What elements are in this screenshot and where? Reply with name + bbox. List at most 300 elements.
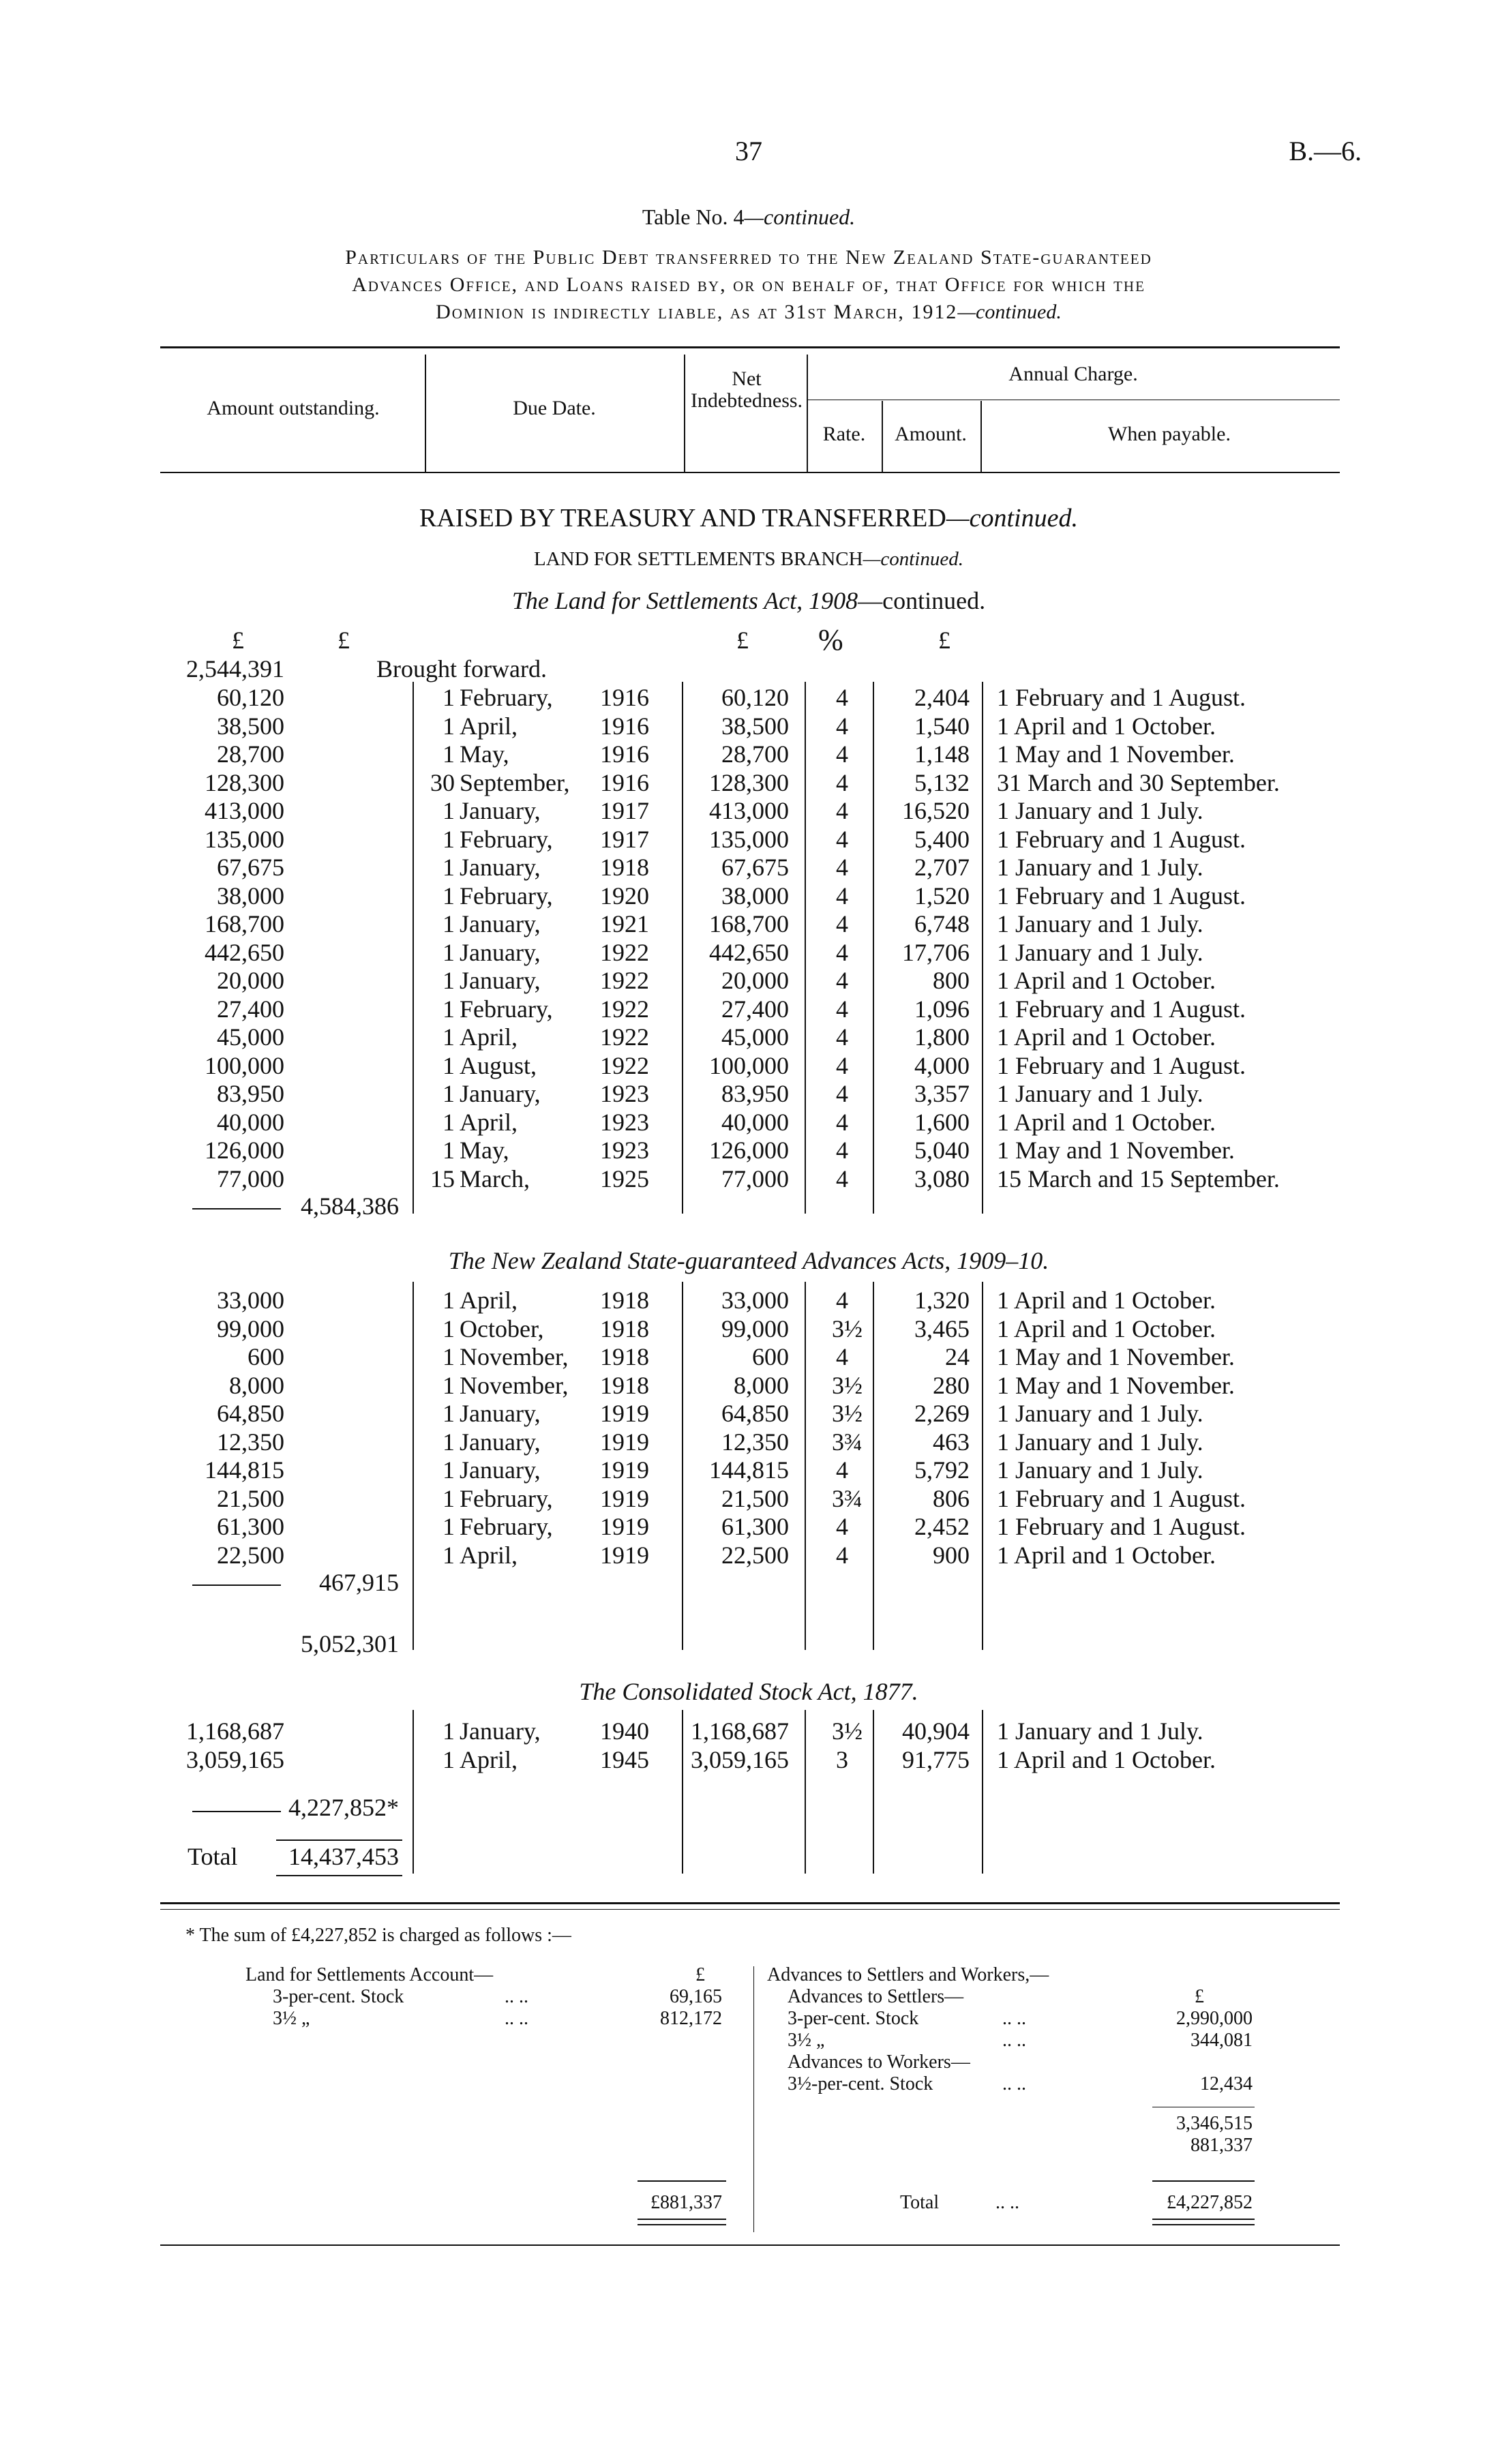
cell-charge-amount: 1,600 — [914, 1108, 970, 1136]
table-row — [0, 1541, 1498, 1569]
cell-due-month: February, — [460, 684, 553, 711]
cell-amount-outstanding: 442,650 — [205, 938, 284, 966]
cell-when-payable: 1 May and 1 November. — [997, 740, 1235, 768]
cell-due-month: January, — [460, 1428, 541, 1456]
cell-when-payable: 1 April and 1 October. — [997, 1023, 1216, 1051]
cell-due-month: April, — [460, 1023, 518, 1051]
cell-charge-amount: 5,132 — [914, 768, 970, 796]
cell-due-day: 1 — [443, 1400, 455, 1427]
cell-due-day: 1 — [443, 825, 455, 853]
cell-charge-amount: 2,707 — [914, 854, 970, 881]
table-row — [0, 796, 1498, 825]
cell-amount-outstanding: 77,000 — [217, 1165, 284, 1192]
fn-right-sub1: Advances to Settlers— — [788, 1986, 964, 2007]
cell-when-payable: 1 January and 1 July. — [997, 1717, 1203, 1745]
act1-title-continued: —continued. — [858, 587, 986, 614]
grand-total-label: Total — [188, 1843, 238, 1870]
cell-due-year: 1922 — [600, 1051, 649, 1079]
cell-due-day: 1 — [443, 1745, 455, 1773]
fn-right-heading: Advances to Settlers and Workers,— — [767, 1964, 1049, 1985]
cell-net-indebtedness: 144,815 — [709, 1456, 789, 1484]
cell-due-day: 1 — [443, 1541, 455, 1569]
cell-due-month: February, — [460, 882, 553, 910]
cell-net-indebtedness: 61,300 — [721, 1513, 789, 1540]
cell-amount-outstanding: 83,950 — [217, 1080, 284, 1107]
cell-amount-outstanding: 413,000 — [205, 797, 284, 824]
cell-due-year: 1922 — [600, 938, 649, 966]
act1-heading — [512, 586, 985, 615]
cell-net-indebtedness: 64,850 — [721, 1400, 789, 1427]
cell-net-indebtedness: 77,000 — [721, 1165, 789, 1192]
cell-amount-outstanding: 135,000 — [205, 825, 284, 853]
fn-left-item2-dots: .. .. — [505, 2008, 528, 2029]
cell-rate: 4 — [836, 1137, 848, 1164]
unit-rate: % — [818, 623, 843, 657]
cell-net-indebtedness: 1,168,687 — [691, 1717, 789, 1745]
cell-due-day: 1 — [443, 910, 455, 937]
cell-due-day: 1 — [443, 882, 455, 910]
cell-rate: 4 — [836, 768, 848, 796]
grand-total-value: 14,437,453 — [288, 1843, 399, 1870]
cell-rate: 4 — [836, 910, 848, 937]
cell-net-indebtedness: 126,000 — [709, 1137, 789, 1164]
cell-charge-amount: 4,000 — [914, 1051, 970, 1079]
cell-due-day: 1 — [443, 1343, 455, 1370]
cell-amount-outstanding: 126,000 — [205, 1137, 284, 1164]
cell-charge-amount: 1,800 — [914, 1023, 970, 1051]
cell-due-month: May, — [460, 740, 509, 768]
cell-net-indebtedness: 99,000 — [721, 1314, 789, 1342]
cell-rate: 3 — [836, 1745, 848, 1773]
cell-charge-amount: 280 — [933, 1371, 970, 1399]
cell-due-month: January, — [460, 967, 541, 994]
column-when-payable: When payable. — [1108, 423, 1231, 445]
fn-right-item2-value: 344,081 — [1190, 2030, 1253, 2051]
cell-due-month: March, — [460, 1165, 530, 1192]
cell-net-indebtedness: 27,400 — [721, 995, 789, 1023]
section-heading-text: RAISED BY TREASURY AND TRANSFERRED — [419, 504, 946, 532]
cell-amount-outstanding: 27,400 — [217, 995, 284, 1023]
cell-charge-amount: 91,775 — [902, 1745, 970, 1773]
cell-amount-outstanding: 8,000 — [229, 1371, 284, 1399]
cell-net-indebtedness: 83,950 — [721, 1080, 789, 1107]
cell-net-indebtedness: 38,500 — [721, 712, 789, 740]
cell-due-month: January, — [460, 797, 541, 824]
cell-due-day: 1 — [443, 1428, 455, 1456]
cell-when-payable: 1 February and 1 August. — [997, 825, 1246, 853]
cell-due-day: 30 — [430, 768, 455, 796]
table-row — [0, 1079, 1498, 1108]
cell-charge-amount: 900 — [933, 1541, 970, 1569]
page-bottom-rule — [160, 2244, 1340, 2246]
fn-right-sum: 3,346,515 — [1176, 2113, 1253, 2134]
fn-right-item3-value: 12,434 — [1200, 2073, 1253, 2094]
cell-due-day: 15 — [430, 1165, 455, 1192]
cell-due-year: 1918 — [600, 1287, 649, 1314]
cell-charge-amount: 3,465 — [914, 1314, 970, 1342]
table-row — [0, 1051, 1498, 1080]
cell-when-payable: 1 April and 1 October. — [997, 1314, 1216, 1342]
cell-rate: 4 — [836, 1287, 848, 1314]
table-title-text: Table No. 4 — [642, 205, 745, 229]
cell-rate: 4 — [836, 1513, 848, 1540]
cell-amount-outstanding: 168,700 — [205, 910, 284, 937]
cell-due-month: April, — [460, 1541, 518, 1569]
cell-due-year: 1918 — [600, 1371, 649, 1399]
cell-when-payable: 31 March and 30 September. — [997, 768, 1280, 796]
cell-rate: 4 — [836, 684, 848, 711]
unit-subtotal: £ — [338, 627, 350, 654]
cell-due-year: 1918 — [600, 1314, 649, 1342]
cell-due-month: January, — [460, 1400, 541, 1427]
cell-amount-outstanding: 99,000 — [217, 1314, 284, 1342]
cell-amount-outstanding: 61,300 — [217, 1513, 284, 1540]
act1-title: The Land for Settlements Act, 1908 — [511, 587, 858, 614]
cell-net-indebtedness: 67,675 — [721, 854, 789, 881]
cell-amount-outstanding: 600 — [248, 1343, 284, 1370]
brought-forward-label: Brought forward. — [376, 655, 547, 682]
cell-due-year: 1916 — [600, 768, 649, 796]
cell-due-month: January, — [460, 1080, 541, 1107]
fn-right-item2-dots: .. .. — [1002, 2030, 1026, 2051]
cell-net-indebtedness: 3,059,165 — [691, 1745, 789, 1773]
cell-amount-outstanding: 60,120 — [217, 684, 284, 711]
cell-due-day: 1 — [443, 995, 455, 1023]
cell-due-month: April, — [460, 712, 518, 740]
cell-net-indebtedness: 45,000 — [721, 1023, 789, 1051]
cell-when-payable: 1 April and 1 October. — [997, 967, 1216, 994]
cell-due-day: 1 — [443, 1484, 455, 1512]
cell-rate: 3¾ — [832, 1428, 863, 1456]
cell-charge-amount: 463 — [933, 1428, 970, 1456]
cell-due-year: 1917 — [600, 825, 649, 853]
fn-left-item2-value: 812,172 — [660, 2008, 722, 2029]
fn-right-total-dots: .. .. — [995, 2192, 1019, 2213]
table-row — [0, 1717, 1498, 1745]
table-title-continued: —continued. — [744, 205, 856, 229]
cell-due-year: 1945 — [600, 1745, 649, 1773]
act2-heading: The New Zealand State-guaranteed Advances Acts, 1909–10. — [448, 1247, 1049, 1274]
cell-charge-amount: 16,520 — [902, 797, 970, 824]
table-row — [0, 1342, 1498, 1371]
cell-charge-amount: 17,706 — [902, 938, 970, 966]
cell-due-year: 1917 — [600, 797, 649, 824]
cell-when-payable: 15 March and 15 September. — [997, 1165, 1280, 1192]
fn-right-item1-label: 3-per-cent. Stock — [788, 2008, 919, 2029]
cell-due-month: April, — [460, 1108, 518, 1136]
table-row — [0, 853, 1498, 882]
cell-net-indebtedness: 22,500 — [721, 1541, 789, 1569]
cell-charge-amount: 5,792 — [914, 1456, 970, 1484]
cell-charge-amount: 1,520 — [914, 882, 970, 910]
table-row — [0, 740, 1498, 768]
branch-heading-continued: —continued. — [863, 548, 963, 570]
cell-net-indebtedness: 38,000 — [721, 882, 789, 910]
table-row — [0, 882, 1498, 910]
fn-right-item2-label: 3½ „ — [788, 2030, 825, 2051]
cell-amount-outstanding: 22,500 — [217, 1541, 284, 1569]
cell-charge-amount: 5,400 — [914, 825, 970, 853]
table-row — [0, 1314, 1498, 1343]
cell-rate: 3½ — [832, 1400, 863, 1427]
cell-due-year: 1916 — [600, 712, 649, 740]
subtitle-line-3-text: Dominion is indirectly liable, as at 31st March, 1912 — [436, 301, 958, 323]
fn-right-item3-dots: .. .. — [1002, 2073, 1026, 2094]
cell-net-indebtedness: 12,350 — [721, 1428, 789, 1456]
cell-net-indebtedness: 100,000 — [709, 1051, 789, 1079]
table-row — [0, 1512, 1498, 1541]
cell-due-month: September, — [460, 768, 570, 796]
running-total-row — [0, 1629, 1498, 1658]
cell-charge-amount: 40,904 — [902, 1717, 970, 1745]
cell-due-year: 1919 — [600, 1400, 649, 1427]
cell-due-day: 1 — [443, 1717, 455, 1745]
cell-rate: 4 — [836, 712, 848, 740]
table-row — [0, 1286, 1498, 1314]
table-row — [0, 1484, 1498, 1513]
cell-due-year: 1922 — [600, 967, 649, 994]
cell-rate: 3½ — [832, 1371, 863, 1399]
table-row — [0, 768, 1498, 797]
fn-right-currency: £ — [1195, 1986, 1204, 2007]
cell-charge-amount: 2,404 — [914, 684, 970, 711]
cell-when-payable: 1 May and 1 November. — [997, 1371, 1235, 1399]
subtitle-line-3-continued: —continued. — [957, 301, 1062, 323]
fn-left-item1-value: 69,165 — [670, 1986, 722, 2007]
table-row — [0, 995, 1498, 1023]
branch-heading-text: LAND FOR SETTLEMENTS BRANCH — [534, 548, 863, 570]
cell-rate: 4 — [836, 1051, 848, 1079]
cell-rate: 4 — [836, 797, 848, 824]
cell-amount-outstanding: 45,000 — [217, 1023, 284, 1051]
cell-when-payable: 1 January and 1 July. — [997, 938, 1203, 966]
cell-charge-amount: 806 — [933, 1484, 970, 1512]
branch-heading — [534, 548, 963, 571]
cell-due-month: January, — [460, 1717, 541, 1745]
cell-due-month: November, — [460, 1371, 569, 1399]
cell-when-payable: 1 April and 1 October. — [997, 712, 1216, 740]
cell-net-indebtedness: 8,000 — [734, 1371, 789, 1399]
cell-due-year: 1940 — [600, 1717, 649, 1745]
units-row — [0, 623, 1498, 657]
cell-net-indebtedness: 40,000 — [721, 1108, 789, 1136]
cell-rate: 4 — [836, 882, 848, 910]
fn-left-total: £881,337 — [650, 2192, 722, 2213]
cell-when-payable: 1 February and 1 August. — [997, 684, 1246, 711]
cell-charge-amount: 1,320 — [914, 1287, 970, 1314]
cell-rate: 4 — [836, 1108, 848, 1136]
cell-rate: 4 — [836, 825, 848, 853]
cell-charge-amount: 1,096 — [914, 995, 970, 1023]
cell-due-year: 1923 — [600, 1137, 649, 1164]
cell-rate: 4 — [836, 1343, 848, 1370]
cell-charge-amount: 2,452 — [914, 1513, 970, 1540]
subtitle-line-1: Particulars of the Public Debt transferred to the New Zealand State-guaranteed — [345, 246, 1152, 269]
cell-due-day: 1 — [443, 740, 455, 768]
unit-net: £ — [736, 627, 749, 654]
cell-when-payable: 1 February and 1 August. — [997, 882, 1246, 910]
cell-due-month: April, — [460, 1745, 518, 1773]
table-row — [0, 825, 1498, 854]
cell-net-indebtedness: 600 — [752, 1343, 789, 1370]
cell-due-month: April, — [460, 1287, 518, 1314]
header-top-rule — [160, 346, 1340, 348]
fn-right-sub2: Advances to Workers— — [788, 2052, 970, 2073]
cell-rate: 3¾ — [832, 1484, 863, 1512]
cell-net-indebtedness: 21,500 — [721, 1484, 789, 1512]
cell-due-month: October, — [460, 1314, 544, 1342]
act2-subtotal: 467,915 — [319, 1569, 399, 1596]
table-row — [0, 1108, 1498, 1137]
cell-due-day: 1 — [443, 1023, 455, 1051]
cell-due-year: 1920 — [600, 882, 649, 910]
act2-subtotal-row — [0, 1568, 1498, 1597]
cell-due-day: 1 — [443, 712, 455, 740]
cell-rate: 3½ — [832, 1314, 863, 1342]
act3-heading: The Consolidated Stock Act, 1877. — [579, 1678, 918, 1705]
table-row — [0, 910, 1498, 938]
cell-rate: 4 — [836, 1456, 848, 1484]
cell-due-day: 1 — [443, 1287, 455, 1314]
cell-due-month: February, — [460, 995, 553, 1023]
cell-net-indebtedness: 28,700 — [721, 740, 789, 768]
cell-when-payable: 1 April and 1 October. — [997, 1287, 1216, 1314]
cell-due-month: November, — [460, 1343, 569, 1370]
cell-due-day: 1 — [443, 1314, 455, 1342]
cell-amount-outstanding: 38,000 — [217, 882, 284, 910]
table-title — [642, 205, 855, 230]
page-number: 37 — [735, 136, 762, 166]
cell-charge-amount: 6,748 — [914, 910, 970, 937]
cell-when-payable: 1 January and 1 July. — [997, 854, 1203, 881]
cell-due-year: 1916 — [600, 684, 649, 711]
cell-due-year: 1919 — [600, 1484, 649, 1512]
cell-due-day: 1 — [443, 1080, 455, 1107]
cell-due-year: 1919 — [600, 1456, 649, 1484]
running-total: 5,052,301 — [301, 1630, 399, 1657]
cell-rate: 4 — [836, 1541, 848, 1569]
fn-left-currency: £ — [695, 1964, 705, 1985]
cell-due-month: January, — [460, 938, 541, 966]
cell-net-indebtedness: 60,120 — [721, 684, 789, 711]
cell-amount-outstanding: 21,500 — [217, 1484, 284, 1512]
cell-due-day: 1 — [443, 1051, 455, 1079]
table-row — [0, 1023, 1498, 1051]
table-row — [0, 1428, 1498, 1456]
section-heading-continued: —continued. — [946, 504, 1078, 532]
cell-amount-outstanding: 144,815 — [205, 1456, 284, 1484]
act1-subtotal-row — [0, 1192, 1498, 1220]
cell-due-year: 1919 — [600, 1513, 649, 1540]
cell-due-year: 1921 — [600, 910, 649, 937]
cell-due-day: 1 — [443, 854, 455, 881]
cell-when-payable: 1 January and 1 July. — [997, 1456, 1203, 1484]
table-row — [0, 1371, 1498, 1400]
fn-right-item3-label: 3½-per-cent. Stock — [788, 2073, 933, 2094]
cell-due-day: 1 — [443, 1371, 455, 1399]
cell-amount-outstanding: 38,500 — [217, 712, 284, 740]
table-row — [0, 1165, 1498, 1193]
cell-due-day: 1 — [443, 938, 455, 966]
cell-due-month: January, — [460, 854, 541, 881]
cell-amount-outstanding: 12,350 — [217, 1428, 284, 1456]
cell-amount-outstanding: 64,850 — [217, 1400, 284, 1427]
cell-due-year: 1918 — [600, 854, 649, 881]
cell-rate: 4 — [836, 1023, 848, 1051]
cell-due-month: January, — [460, 910, 541, 937]
section-heading — [419, 503, 1078, 533]
cell-rate: 4 — [836, 938, 848, 966]
table-row — [0, 683, 1498, 712]
fn-left-item1-label: 3-per-cent. Stock — [273, 1986, 404, 2007]
cell-due-year: 1923 — [600, 1080, 649, 1107]
cell-due-year: 1923 — [600, 1108, 649, 1136]
fn-left-item1-dots: .. .. — [505, 1986, 528, 2007]
cell-due-month: February, — [460, 1484, 553, 1512]
cell-net-indebtedness: 413,000 — [709, 797, 789, 824]
cell-due-month: February, — [460, 825, 553, 853]
document-reference: B.—6. — [1289, 136, 1362, 166]
cell-amount-outstanding: 128,300 — [205, 768, 284, 796]
cell-charge-amount: 2,269 — [914, 1400, 970, 1427]
cell-net-indebtedness: 168,700 — [709, 910, 789, 937]
column-rate: Rate. — [822, 423, 866, 445]
cell-when-payable: 1 January and 1 July. — [997, 1400, 1203, 1427]
fn-right-total-label: Total — [900, 2192, 940, 2213]
cell-due-day: 1 — [443, 1137, 455, 1164]
grand-total-row — [0, 1842, 1498, 1871]
cell-due-day: 1 — [443, 1513, 455, 1540]
cell-charge-amount: 1,148 — [914, 740, 970, 768]
table-row — [0, 966, 1498, 995]
column-amount: Amount. — [895, 423, 967, 445]
table-row — [0, 1399, 1498, 1428]
header-bottom-rule — [160, 472, 1340, 473]
cell-rate: 4 — [836, 740, 848, 768]
cell-rate: 4 — [836, 995, 848, 1023]
fn-right-plus: 881,337 — [1190, 2135, 1253, 2156]
cell-due-year: 1925 — [600, 1165, 649, 1192]
cell-amount-outstanding: 28,700 — [217, 740, 284, 768]
cell-due-year: 1919 — [600, 1428, 649, 1456]
cell-when-payable: 1 April and 1 October. — [997, 1541, 1216, 1569]
cell-charge-amount: 5,040 — [914, 1137, 970, 1164]
cell-amount-outstanding: 40,000 — [217, 1108, 284, 1136]
cell-rate: 4 — [836, 967, 848, 994]
cell-charge-amount: 3,080 — [914, 1165, 970, 1192]
cell-net-indebtedness: 33,000 — [721, 1287, 789, 1314]
cell-when-payable: 1 January and 1 July. — [997, 910, 1203, 937]
cell-charge-amount: 24 — [945, 1343, 970, 1370]
cell-when-payable: 1 April and 1 October. — [997, 1745, 1216, 1773]
cell-when-payable: 1 May and 1 November. — [997, 1137, 1235, 1164]
column-amount-outstanding: Amount outstanding. — [207, 397, 380, 419]
brought-forward-amount: 2,544,391 — [186, 655, 284, 682]
cell-amount-outstanding: 20,000 — [217, 967, 284, 994]
cell-due-month: May, — [460, 1137, 509, 1164]
cell-when-payable: 1 May and 1 November. — [997, 1343, 1235, 1370]
table-row — [0, 1745, 1498, 1774]
cell-rate: 4 — [836, 854, 848, 881]
column-annual-charge: Annual Charge. — [1008, 363, 1138, 385]
cell-charge-amount: 1,540 — [914, 712, 970, 740]
fn-right-item1-value: 2,990,000 — [1176, 2008, 1253, 2029]
cell-due-day: 1 — [443, 684, 455, 711]
table-bottom-rule — [160, 1902, 1340, 1904]
cell-when-payable: 1 February and 1 August. — [997, 1513, 1246, 1540]
cell-when-payable: 1 February and 1 August. — [997, 1051, 1246, 1079]
cell-when-payable: 1 January and 1 July. — [997, 797, 1203, 824]
